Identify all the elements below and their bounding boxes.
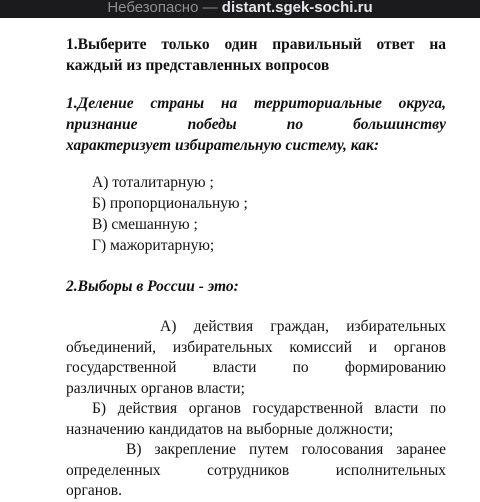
question-2-answers <box>66 317 446 502</box>
answer-c-line-2: определенных сотрудников исполнительных <box>66 461 446 479</box>
answer-b-line-1: Б) действия органов государственной власти по <box>92 400 446 417</box>
answer-a-line-2: объединений, избирательных комиссий и органов <box>66 338 446 356</box>
question-1-line-3: характеризует избирательную систему, как: <box>66 137 379 154</box>
url-separator: — <box>202 0 218 16</box>
option-c: В) смешанную ; <box>92 216 198 233</box>
answer-b-line-2: назначению кандидатов на выборные должности; <box>66 420 394 438</box>
question-1-options <box>92 172 446 256</box>
question-1-line-2: признание победы по большинству <box>66 116 446 133</box>
insecure-label: Небезопасно <box>107 0 199 16</box>
browser-address-bar[interactable] <box>0 0 480 18</box>
option-d: Г) мажоритарную; <box>92 237 215 254</box>
instructions-heading <box>66 34 446 76</box>
answer-c-line-3: органов. <box>66 482 122 499</box>
question-2-title: 2.Выборы в России - это: <box>66 278 239 295</box>
question-1 <box>66 93 446 156</box>
option-a: А) тоталитарную ; <box>92 174 214 191</box>
answer-a-line-4: различных органов власти; <box>66 379 245 397</box>
heading-line-1: 1.Выберите только один правильный ответ на <box>66 36 446 53</box>
option-b: Б) пропорциональную ; <box>92 195 248 212</box>
answer-a-line-1: А) действия граждан, избирательных <box>160 318 446 335</box>
answer-a-line-3: государственной власти по формированию <box>66 359 446 376</box>
heading-line-2: каждый из представленных вопросов <box>66 57 330 74</box>
url-domain: distant.sgek-sochi.ru <box>221 0 373 16</box>
answer-c-line-1: В) закрепление путем голосования заранее <box>126 441 446 458</box>
question-1-line-1: 1.Деление страны на территориальные округа, <box>66 95 446 112</box>
document-body <box>66 34 446 502</box>
